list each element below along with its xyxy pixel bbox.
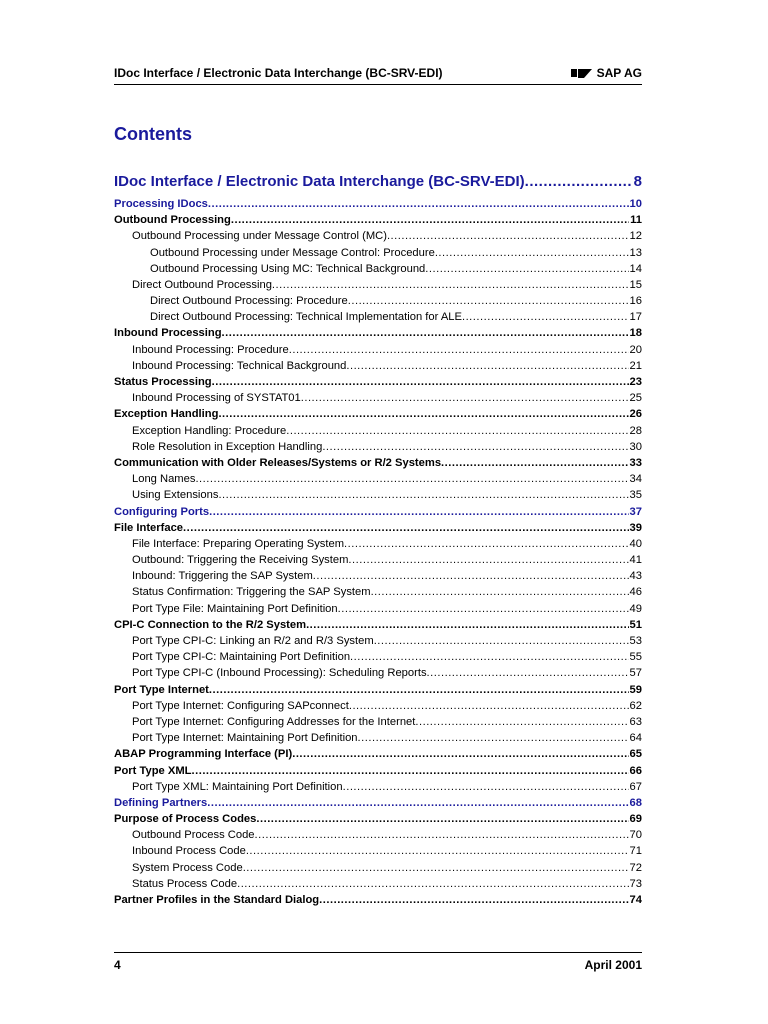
toc-leader-dots	[209, 504, 628, 520]
toc-entry-page: 28	[629, 424, 642, 437]
toc-entry-page: 18	[629, 327, 642, 340]
toc-leader-dots	[231, 212, 629, 228]
toc-leader-dots	[218, 406, 628, 422]
footer-date: April 2001	[584, 958, 642, 972]
toc-entry-title: Exception Handling	[114, 408, 219, 421]
toc-leader-dots	[256, 811, 628, 827]
toc-entry-page: 17	[629, 311, 642, 324]
toc-entry[interactable]	[114, 763, 642, 779]
toc-entry[interactable]	[114, 245, 642, 261]
toc-entry-page: 34	[629, 473, 642, 486]
toc-entry[interactable]	[114, 277, 642, 293]
toc-entry-title: Port Type File: Maintaining Port Definition	[132, 602, 338, 615]
toc-entry[interactable]	[114, 455, 642, 471]
toc-entry[interactable]	[114, 520, 642, 536]
toc-entry-title: Purpose of Process Codes	[114, 813, 257, 826]
toc-leader-dots	[195, 471, 628, 487]
toc-entry[interactable]	[114, 487, 642, 503]
toc-leader-dots	[371, 585, 629, 601]
toc-entry-title: Inbound Processing of SYSTAT01	[132, 392, 301, 405]
toc-entry-title: Direct Outbound Processing: Technical Implementation for ALE	[150, 311, 462, 324]
toc-entry[interactable]	[114, 293, 642, 309]
toc-entry-page: 10	[629, 197, 642, 210]
toc-entry[interactable]	[114, 228, 642, 244]
toc-entry-title: Inbound Processing	[114, 327, 222, 340]
toc-leader-dots	[246, 844, 629, 860]
toc-entry[interactable]	[114, 811, 642, 827]
toc-entry-page: 16	[629, 295, 642, 308]
toc-entry-title: Direct Outbound Processing	[132, 278, 272, 291]
toc-entry-page: 21	[629, 359, 642, 372]
toc-leader-dots	[319, 892, 628, 908]
toc-entry-page: 43	[629, 570, 642, 583]
toc-entry-title: File Interface	[114, 521, 184, 534]
toc-entry-page: 66	[629, 764, 642, 777]
toc-entry-title: Port Type CPI-C: Maintaining Port Definition	[132, 651, 351, 664]
toc-leader-dots	[212, 374, 629, 390]
toc-leader-dots	[427, 665, 629, 681]
toc-entry-page: 41	[629, 554, 642, 567]
toc-entry-title: Port Type CPI-C (Inbound Processing): Scheduling Reports	[132, 667, 427, 680]
toc-entry-page: 8	[633, 173, 642, 190]
toc-entry-page: 72	[629, 861, 642, 874]
toc-entry[interactable]	[114, 423, 642, 439]
toc-entry-page: 49	[629, 602, 642, 615]
toc-entry-page: 68	[629, 796, 642, 809]
toc-leader-dots	[358, 730, 629, 746]
toc-entry-title: Port Type Internet: Configuring Addresses for the Internet	[132, 715, 416, 728]
toc-entry-page: 59	[629, 683, 642, 696]
toc-entry[interactable]	[114, 342, 642, 358]
toc-leader-dots	[313, 568, 629, 584]
toc-entry[interactable]	[114, 601, 642, 617]
toc-entry[interactable]	[114, 617, 642, 633]
header-title: IDoc Interface / Electronic Data Interchange (BC-SRV-EDI)	[114, 66, 443, 80]
toc-entry[interactable]	[114, 406, 642, 422]
toc-entry[interactable]	[114, 196, 642, 212]
toc-leader-dots	[462, 309, 629, 325]
toc-entry[interactable]	[114, 795, 642, 811]
toc-entry-page: 64	[629, 732, 642, 745]
toc-entry[interactable]	[114, 536, 642, 552]
toc-entry[interactable]	[114, 309, 642, 325]
toc-entry-title: Port Type Internet	[114, 683, 209, 696]
toc-leader-dots	[292, 746, 628, 762]
toc-entry-title: IDoc Interface / Electronic Data Interchange (BC-SRV-EDI)	[114, 173, 525, 190]
toc-entry[interactable]	[114, 390, 642, 406]
toc-entry-page: 39	[629, 521, 642, 534]
toc-entry[interactable]	[114, 730, 642, 746]
toc-entry[interactable]	[114, 714, 642, 730]
toc-leader-dots	[415, 714, 628, 730]
toc-entry-page: 23	[629, 376, 642, 389]
toc-entry-page: 67	[629, 780, 642, 793]
header-company	[571, 66, 642, 80]
toc-leader-dots	[272, 277, 629, 293]
toc-entry-title: Outbound Processing under Message Control: Procedure	[150, 246, 435, 259]
company-name: SAP AG	[596, 66, 642, 80]
toc-entry-title: Status Process Code	[132, 877, 238, 890]
toc-leader-dots	[346, 358, 628, 374]
toc-entry-page: 69	[629, 813, 642, 826]
toc-entry-page: 63	[629, 715, 642, 728]
toc-entry-title: Exception Handling: Procedure	[132, 424, 287, 437]
toc-entry-title: ABAP Programming Interface (PI)	[114, 748, 293, 761]
toc-entry-page: 30	[629, 440, 642, 453]
toc-entry-page: 13	[629, 246, 642, 259]
toc-leader-dots	[338, 601, 629, 617]
toc-leader-dots	[425, 261, 628, 277]
toc-entry-page: 70	[629, 829, 642, 842]
toc-entry[interactable]	[114, 358, 642, 374]
toc-entry[interactable]	[114, 844, 642, 860]
toc-entry-page: 33	[629, 456, 642, 469]
toc-leader-dots	[435, 245, 629, 261]
toc-entry-title: Defining Partners	[114, 796, 208, 809]
toc-entry-page: 15	[629, 278, 642, 291]
toc-entry[interactable]	[114, 326, 642, 342]
toc-entry-title: File Interface: Preparing Operating System	[132, 537, 345, 550]
toc-entry-title: Port Type XML	[114, 764, 192, 777]
toc-entry-page: 20	[629, 343, 642, 356]
toc-entry-title: Configuring Ports	[114, 505, 210, 518]
toc-entry-title: Outbound: Triggering the Receiving System	[132, 554, 349, 567]
toc-entry-title: Port Type Internet: Configuring SAPconnect	[132, 699, 349, 712]
toc-leader-dots	[192, 763, 629, 779]
toc-entry[interactable]	[114, 374, 642, 390]
toc-entry[interactable]	[114, 876, 642, 892]
toc-entry[interactable]	[114, 827, 642, 843]
table-of-contents	[114, 170, 642, 908]
toc-leader-dots	[289, 342, 629, 358]
page-header	[114, 62, 642, 85]
toc-entry-title: Status Confirmation: Triggering the SAP System	[132, 586, 371, 599]
toc-entry-title: Port Type CPI-C: Linking an R/2 and R/3 System	[132, 635, 374, 648]
toc-entry[interactable]	[114, 552, 642, 568]
toc-entry[interactable]	[114, 585, 642, 601]
toc-entry-title: Communication with Older Releases/Systems or R/2 Systems	[114, 456, 442, 469]
toc-entry[interactable]	[114, 568, 642, 584]
toc-entry-page: 11	[630, 214, 642, 227]
toc-leader-dots	[209, 682, 629, 698]
toc-leader-dots	[322, 439, 628, 455]
toc-entry-title: Outbound Processing	[114, 214, 231, 227]
toc-entry-title: Port Type XML: Maintaining Port Definition	[132, 780, 343, 793]
toc-entry-title: Inbound: Triggering the SAP System	[132, 570, 313, 583]
toc-leader-dots	[374, 633, 629, 649]
toc-leader-dots	[348, 293, 629, 309]
toc-leader-dots	[343, 779, 629, 795]
toc-entry[interactable]	[114, 665, 642, 681]
toc-entry-title: Inbound Process Code	[132, 845, 246, 858]
toc-entry-page: 37	[629, 505, 642, 518]
toc-entry-page: 62	[629, 699, 642, 712]
toc-leader-dots	[525, 170, 633, 194]
toc-entry[interactable]	[114, 649, 642, 665]
toc-entry-title: Partner Profiles in the Standard Dialog	[114, 894, 320, 907]
toc-entry-title: System Process Code	[132, 861, 243, 874]
toc-leader-dots	[255, 827, 629, 843]
toc-entry[interactable]	[114, 471, 642, 487]
toc-leader-dots	[208, 196, 629, 212]
toc-entry-page: 12	[629, 230, 642, 243]
toc-leader-dots	[286, 423, 628, 439]
toc-entry[interactable]	[114, 261, 642, 277]
toc-entry[interactable]	[114, 633, 642, 649]
toc-leader-dots	[349, 698, 629, 714]
toc-entry-page: 26	[629, 408, 642, 421]
toc-entry[interactable]	[114, 170, 642, 194]
toc-entry-title: Long Names	[132, 473, 196, 486]
toc-leader-dots	[207, 795, 628, 811]
toc-entry[interactable]	[114, 892, 642, 908]
toc-entry-page: 57	[629, 667, 642, 680]
toc-entry[interactable]	[114, 698, 642, 714]
toc-entry[interactable]	[114, 212, 642, 228]
toc-entry[interactable]	[114, 439, 642, 455]
toc-entry-title: Direct Outbound Processing: Procedure	[150, 295, 348, 308]
toc-entry-page: 74	[629, 894, 642, 907]
toc-entry-page: 73	[629, 877, 642, 890]
toc-leader-dots	[441, 455, 629, 471]
toc-leader-dots	[218, 487, 628, 503]
toc-leader-dots	[350, 649, 629, 665]
toc-leader-dots	[344, 536, 629, 552]
toc-leader-dots	[183, 520, 629, 536]
footer-page-number: 4	[114, 958, 121, 972]
toc-entry[interactable]	[114, 746, 642, 762]
toc-entry-title: Inbound Processing: Technical Background	[132, 359, 347, 372]
sap-logo-icon	[571, 68, 592, 79]
toc-entry-title: Role Resolution in Exception Handling	[132, 440, 323, 453]
toc-entry-page: 55	[629, 651, 642, 664]
toc-entry-page: 46	[629, 586, 642, 599]
toc-entry-title: Port Type Internet: Maintaining Port Definition	[132, 732, 358, 745]
toc-entry-title: Outbound Processing under Message Control (MC)	[132, 230, 387, 243]
toc-leader-dots	[348, 552, 628, 568]
toc-entry-title: Status Processing	[114, 376, 212, 389]
toc-entry-title: Inbound Processing: Procedure	[132, 343, 289, 356]
toc-entry-title: Using Extensions	[132, 489, 219, 502]
page-title: Contents	[114, 124, 192, 144]
toc-entry-title: Outbound Processing Using MC: Technical Background	[150, 262, 426, 275]
toc-entry-page: 40	[629, 537, 642, 550]
toc-entry-title: Outbound Process Code	[132, 829, 255, 842]
toc-entry[interactable]	[114, 504, 642, 520]
toc-entry-page: 35	[629, 489, 642, 502]
toc-entry-page: 14	[629, 262, 642, 275]
toc-entry-page: 25	[629, 392, 642, 405]
toc-leader-dots	[222, 326, 629, 342]
toc-entry-page: 51	[629, 618, 642, 631]
toc-entry-title: Processing IDocs	[114, 197, 208, 210]
toc-entry[interactable]	[114, 779, 642, 795]
toc-leader-dots	[243, 860, 629, 876]
toc-entry-title: CPI-C Connection to the R/2 System	[114, 618, 307, 631]
toc-entry-page: 71	[629, 845, 642, 858]
toc-leader-dots	[301, 390, 629, 406]
toc-leader-dots	[306, 617, 628, 633]
toc-entry-page: 53	[629, 635, 642, 648]
toc-entry[interactable]	[114, 860, 642, 876]
toc-entry-page: 65	[629, 748, 642, 761]
page-footer	[114, 952, 642, 973]
toc-leader-dots	[237, 876, 628, 892]
toc-leader-dots	[387, 228, 629, 244]
toc-entry[interactable]	[114, 682, 642, 698]
